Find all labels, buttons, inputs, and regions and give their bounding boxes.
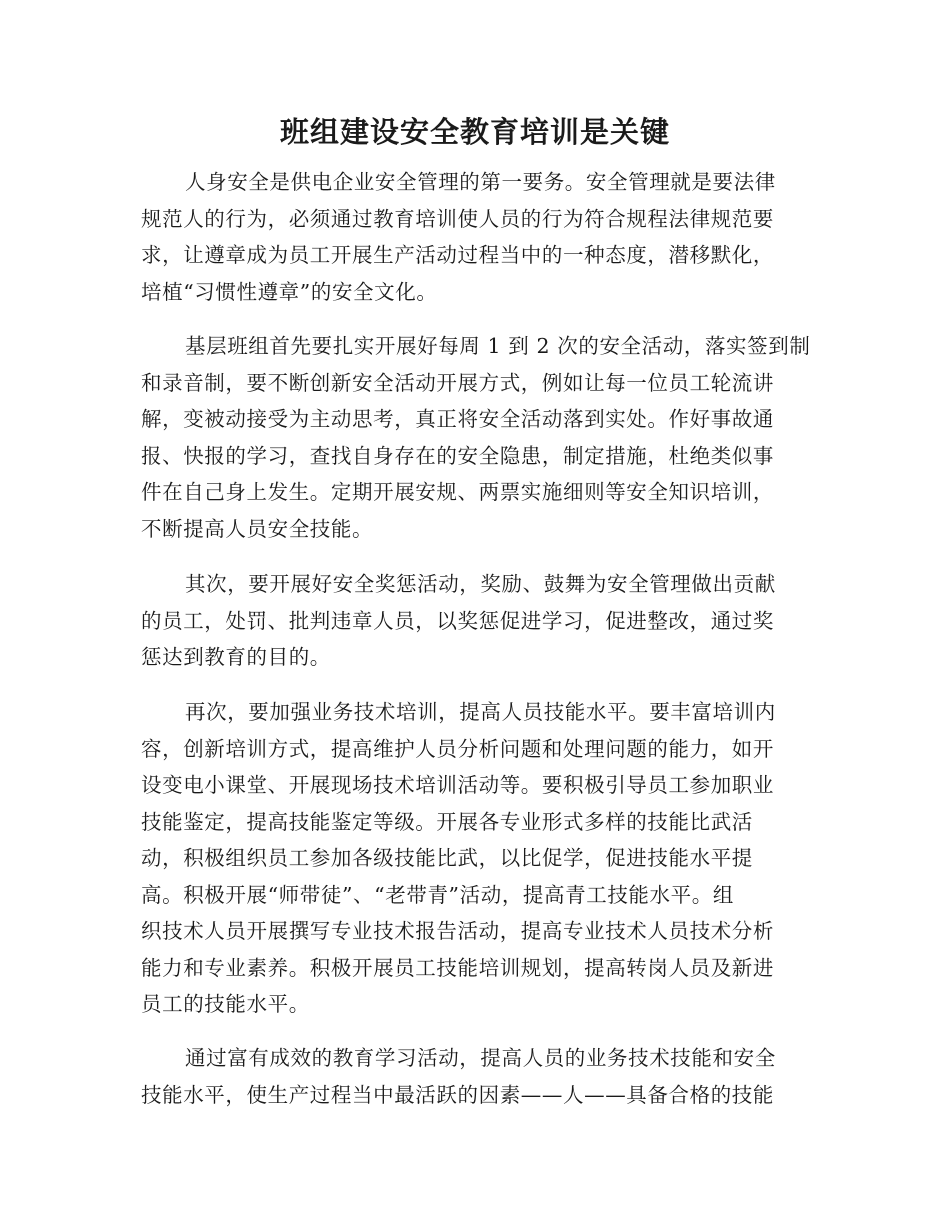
paragraph-line: 基层班组首先要扎实开展好每周 1 到 2 次的安全活动，落实签到制 [185,334,811,358]
paragraph-line: 解，变被动接受为主动思考，真正将安全活动落到实处。作好事故通 [141,407,774,431]
paragraph-2 [141,328,811,547]
paragraph-5 [141,1040,811,1113]
paragraph-line: 容，创新培训方式，提高维护人员分析问题和处理问题的能力，如开 [141,736,774,761]
paragraph-line: 再次，要加强业务技术培训，提高人员技能水平。要丰富培训内 [185,700,776,724]
paragraph-line: 织技术人员开展撰写专业技术报告活动，提高专业技术人员技术分析 [141,919,774,943]
paragraph-3 [141,566,811,676]
paragraph-line: 设变电小课堂、开展现场技术培训活动等。要积极引导员工参加职业 [141,773,774,797]
paragraph-line: 件在自己身上发生。定期开展安规、两票实施细则等安全知识培训， [141,480,774,504]
paragraph-line: 人身安全是供电企业安全管理的第一要务。安全管理就是要法律 [185,170,776,194]
paragraph-4 [141,694,811,1023]
paragraph-line: 不断提高人员安全技能。 [141,516,374,541]
paragraph-line: 高。积极开展“师带徒”、“老带青”活动，提高青工技能水平。组 [141,882,734,907]
paragraph-line: 通过富有成效的教育学习活动，提高人员的业务技术技能和安全 [185,1046,776,1070]
paragraph-line: 求，让遵章成为员工开展生产活动过程当中的一种态度，潜移默化， [141,243,774,267]
paragraph-line: 的员工，处罚、批判违章人员，以奖惩促进学习，促进整改，通过奖 [141,608,774,633]
document-title: 班组建设安全教育培训是关键 [279,115,670,149]
paragraph-line: 规范人的行为，必须通过教育培训使人员的行为符合规程法律规范要 [141,206,774,231]
paragraph-line: 员工的技能水平。 [141,992,310,1016]
paragraph-line: 培植“习惯性遵章”的安全文化。 [141,279,438,304]
paragraph-line: 惩达到教育的目的。 [141,645,331,669]
paragraph-line: 技能水平，使生产过程当中最活跃的因素——人——具备合格的技能 [141,1082,774,1107]
paragraph-line: 其次，要开展好安全奖惩活动，奖励、鼓舞为安全管理做出贡献 [185,572,776,596]
paragraph-1 [141,164,811,310]
paragraph-line: 报、快报的学习，查找自身存在的安全隐患，制定措施，杜绝类似事 [141,443,774,468]
paragraph-line: 能力和专业素养。积极开展员工技能培训规划，提高转岗人员及新进 [141,955,774,980]
paragraph-line: 技能鉴定，提高技能鉴定等级。开展各专业形式多样的技能比武活 [141,809,753,834]
paragraph-line: 和录音制，要不断创新安全活动开展方式，例如让每一位员工轮流讲 [141,370,774,395]
paragraph-line: 动，积极组织员工参加各级技能比武，以比促学，促进技能水平提 [141,846,753,870]
